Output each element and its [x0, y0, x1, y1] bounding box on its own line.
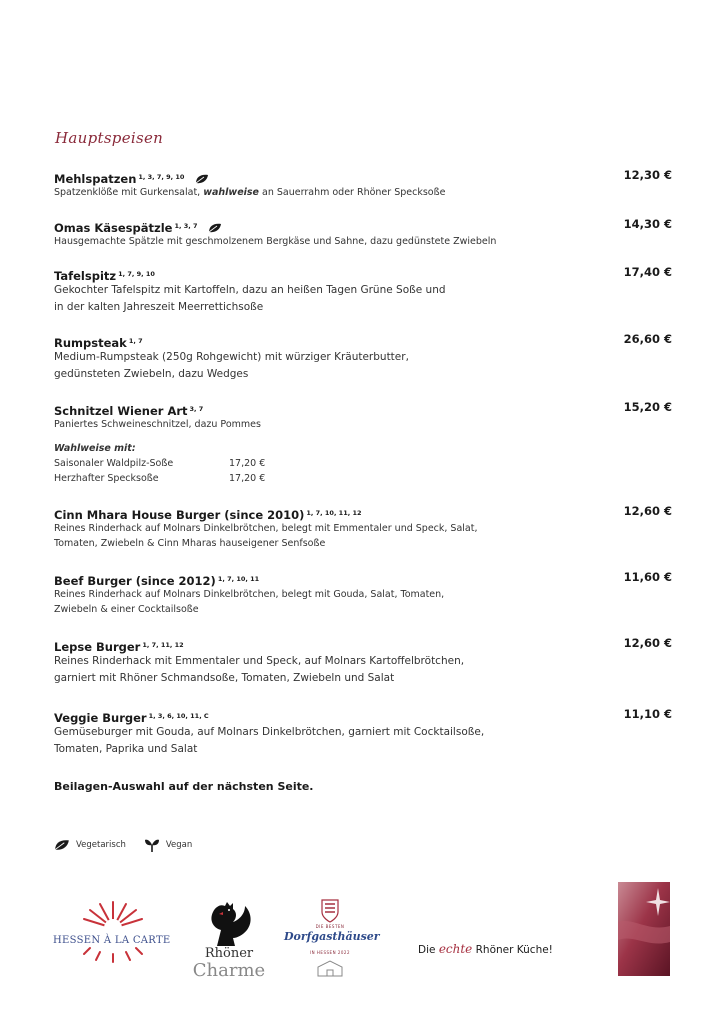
item-price: 12,60 €	[623, 636, 672, 650]
item-name: Beef Burger (since 2012) $^{1, 7, 10, 11}$	[54, 574, 260, 588]
item-desc: Reines Rinderhack auf Molnars Dinkelbrötchen, belegt mit Emmentaler und Speck, Salat, Tomaten, Zwiebeln & Cinn Mharas hauseigener Senfsoße	[54, 523, 478, 549]
item-price: 12,60 €	[623, 504, 672, 518]
footer-logos	[48, 880, 678, 980]
vegetarian-leaf-icon	[195, 174, 209, 184]
item-name: Tafelspitz $^{1, 7, 9, 10}$	[54, 269, 155, 283]
vegan-sprout-icon	[144, 838, 160, 852]
item-price: 12,30 €	[623, 168, 672, 182]
item-desc: Paniertes Schweineschnitzel, dazu Pommes	[54, 419, 261, 430]
menu-item	[54, 265, 672, 316]
item-desc: Gemüseburger mit Gouda, auf Molnars Dinkelbrötchen, garniert mit Cocktailsoße, Tomaten, Paprika und Salat	[54, 726, 485, 755]
item-price: 15,20 €	[623, 400, 672, 414]
sides-note: Beilagen-Auswahl auf der nächsten Seite.	[54, 780, 314, 793]
hessen-a-la-carte-logo: HESSEN À LA CARTE	[48, 888, 178, 968]
item-name: Lepse Burger $^{1, 7, 11, 12}$	[54, 640, 184, 654]
item-desc: Reines Rinderhack auf Molnars Dinkelbrötchen, belegt mit Gouda, Salat, Tomaten, Zwiebeln & einer Cocktailsoße	[54, 589, 445, 615]
item-name: Cinn Mhara House Burger (since 2010) $^{1, 7, 10, 11, 12}$	[54, 508, 362, 522]
item-name: Omas Käsespätzle $^{1, 3, 7}$	[54, 221, 198, 235]
item-price: 11,10 €	[623, 707, 672, 721]
decorative-painting	[618, 882, 670, 976]
menu-item	[54, 400, 672, 432]
menu-item	[54, 504, 672, 551]
vegetarian-leaf-icon	[208, 223, 222, 233]
item-desc: Gekochter Tafelspitz mit Kartoffeln, dazu an heißen Tagen Grüne Soße und in der kalten Jahreszeit Meerrettichsoße	[54, 284, 446, 313]
item-price: 14,30 €	[623, 217, 672, 231]
menu-item	[54, 168, 672, 200]
item-name: Mehlspatzen $^{1, 3, 7, 9, 10}$	[54, 172, 185, 186]
item-name: Schnitzel Wiener Art $^{3, 7}$	[54, 404, 204, 418]
section-title: Hauptspeisen	[55, 129, 164, 147]
dorfgasthaeuser-logo: DIE BESTEN Dorfgasthäuser IN HESSEN 2022	[284, 898, 376, 980]
option-row: Saisonaler Waldpilz-Soße 17,20 €	[54, 458, 266, 469]
options-title: Wahlweise mit:	[54, 443, 136, 454]
menu-item	[54, 570, 672, 617]
item-desc: Hausgemachte Spätzle mit geschmolzenem Bergkäse und Sahne, dazu gedünstete Zwiebeln	[54, 236, 497, 247]
option-row: Herzhafter Specksoße 17,20 €	[54, 473, 266, 484]
item-name: Rumpsteak $^{1, 7}$	[54, 336, 143, 350]
legend	[54, 838, 210, 852]
menu-item	[54, 636, 672, 687]
slogan: Die echte Rhöner Küche!	[418, 942, 553, 956]
rhoener-charme-logo: Rhöner Charme	[183, 900, 275, 985]
house-icon	[284, 958, 376, 978]
item-desc: Medium-Rumpsteak (250g Rohgewicht) mit würziger Kräuterbutter, gedünsteten Zwiebeln, dazu Wedges	[54, 351, 409, 380]
item-desc: Reines Rinderhack mit Emmentaler und Speck, auf Molnars Kartoffelbrötchen, garniert mit Rhöner Schmandsoße, Tomaten, Zwiebeln und Salat	[54, 655, 465, 684]
sunburst-icon	[48, 888, 178, 968]
item-price: 17,40 €	[623, 265, 672, 279]
item-price: 26,60 €	[623, 332, 672, 346]
item-desc: Spatzenklöße mit Gurkensalat, wahlweise an Sauerrahm oder Rhöner Specksoße	[54, 187, 446, 198]
item-price: 11,60 €	[623, 570, 672, 584]
legend-vegan: Vegan	[165, 840, 193, 850]
vegetarian-leaf-icon	[54, 839, 70, 851]
item-name: Veggie Burger $^{1, 3, 6, 10, 11, C}$	[54, 711, 209, 725]
sauce-options	[54, 442, 354, 486]
rooster-icon	[183, 900, 275, 948]
menu-item	[54, 332, 672, 383]
menu-item	[54, 217, 672, 249]
legend-vegetarian: Vegetarisch	[76, 840, 126, 850]
menu-item	[54, 707, 672, 758]
